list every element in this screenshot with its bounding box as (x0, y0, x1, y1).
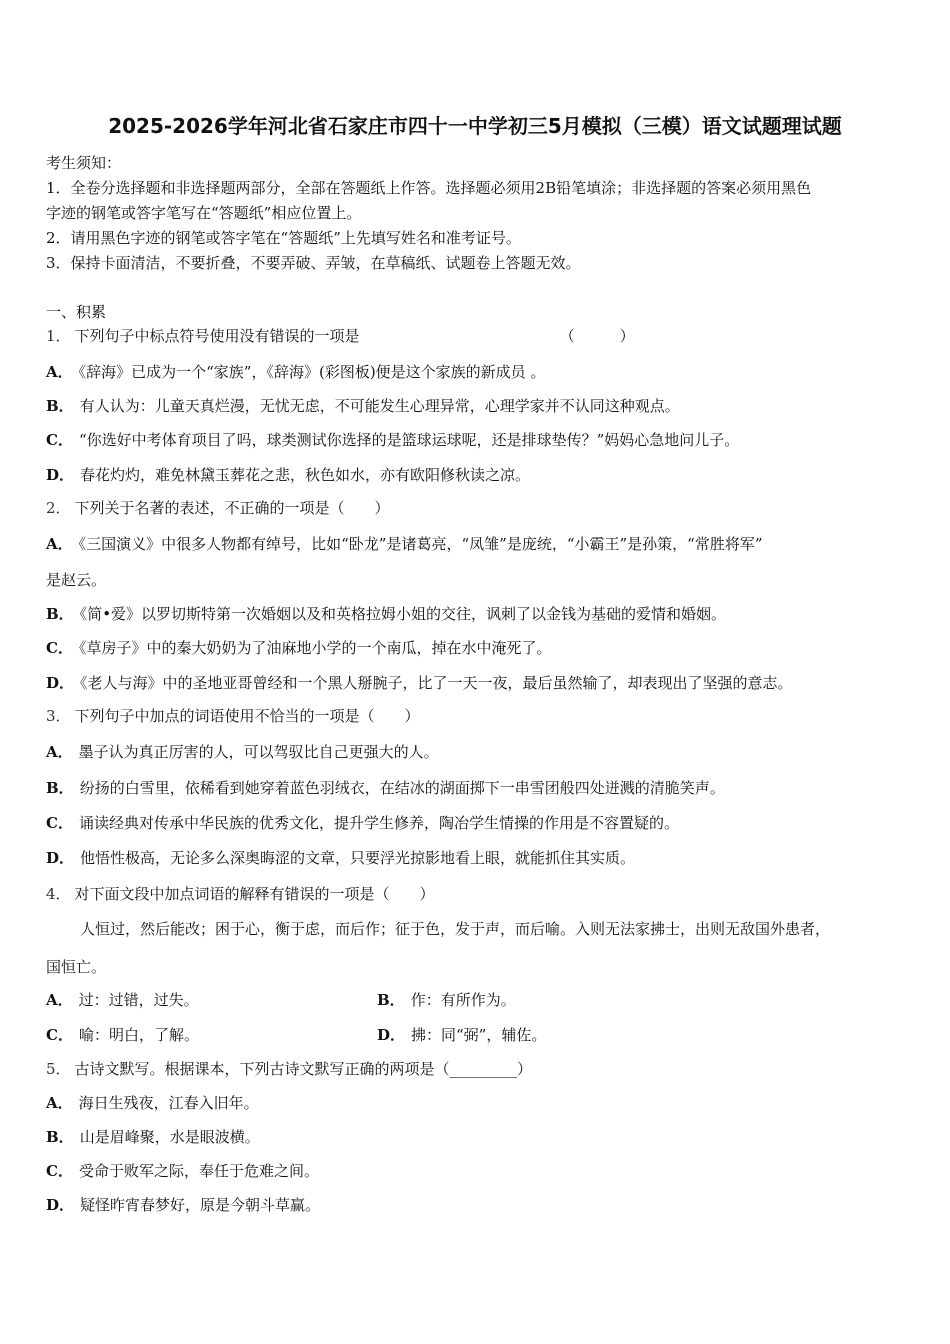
option-label: D． (46, 849, 75, 867)
option-label: B． (46, 605, 74, 623)
option-d (377, 1024, 546, 1046)
page-title: 2025-2026学年河北省石家庄市四十一中学初三5月模拟（三模）语文试题理试题 (108, 114, 842, 138)
question-number: 2． (46, 499, 71, 517)
option-b (46, 603, 726, 625)
option-label: D． (377, 1026, 406, 1044)
option-text: 过：过错，过失。 (78, 991, 199, 1009)
option-d (46, 847, 635, 869)
option-text: 海日生残夜，江春入旧年。 (78, 1094, 259, 1112)
option-b (46, 395, 680, 417)
option-c (46, 1160, 319, 1182)
option-c (46, 429, 739, 451)
option-text: 《辞海》已成为一个“家族”，《辞海》(彩图板)便是这个家族的新成员 。 (78, 363, 546, 381)
option-text: 拂：同“弼”，辅佐。 (411, 1026, 547, 1044)
question-number: 1． (46, 327, 71, 345)
question-stem: 下列句子中加点的词语使用不恰当的一项是（ ） (74, 707, 420, 725)
option-c (46, 812, 679, 834)
option-label: A． (46, 1094, 73, 1112)
option-label: B． (46, 397, 74, 415)
option-label: C． (46, 639, 73, 657)
option-label: A． (46, 743, 73, 761)
question-1 (46, 325, 635, 347)
question-4 (46, 883, 435, 905)
passage-continued: 国恒亡。 (46, 958, 107, 976)
option-text: 《草房子》中的秦大奶奶为了油麻地小学的一个南瓜，掉在水中淹死了。 (78, 639, 552, 657)
option-d (46, 1194, 320, 1216)
question-5 (46, 1058, 532, 1080)
option-text: 疑怪昨宵春梦好，原是今朝斗草赢。 (80, 1196, 321, 1214)
option-text: 喻：明白，了解。 (78, 1026, 199, 1044)
option-text: 作：有所作为。 (410, 991, 516, 1009)
passage: 人恒过，然后能改；困于心，衡于虑，而后作；征于色，发于声，而后喻。入则无法家拂士，出则无敌国外患者， (80, 920, 831, 938)
option-label: B． (377, 991, 405, 1009)
option-label: A． (46, 991, 73, 1009)
notice-item: 2．请用黑色字迹的钢笔或答字笔在“答题纸”上先填写姓名和准考证号。 (46, 229, 521, 247)
option-c (46, 637, 551, 659)
option-text: 受命于败军之际，奉任于危难之间。 (78, 1162, 319, 1180)
notice-item: 1．全卷分选择题和非选择题两部分，全部在答题纸上作答。选择题必须用2B铅笔填涂；非选择题的答案必须用黑色 (46, 179, 812, 197)
option-text: 他悟性极高，无论多么深奥晦涩的文章，只要浮光掠影地看上眼，就能抓住其实质。 (80, 849, 636, 867)
option-a (46, 1092, 259, 1114)
question-3 (46, 705, 420, 727)
option-b (46, 1126, 260, 1148)
section-heading: 一、积累 (46, 303, 107, 321)
question-stem: 对下面文段中加点词语的解释有错误的一项是（ ） (74, 885, 435, 903)
option-text: “你选好中考体育项目了吗，球类测试你选择的是篮球运球呢，还是排球垫传？”妈妈心急地问儿子。 (78, 431, 740, 449)
option-b (46, 777, 725, 799)
option-label: C． (46, 814, 73, 832)
option-label: C． (46, 1026, 73, 1044)
option-label: B． (46, 1128, 74, 1146)
option-text: 墨子认为真正厉害的人，可以驾驭比自己更强大的人。 (78, 743, 439, 761)
notice-heading: 考生须知： (46, 154, 122, 172)
option-a (46, 361, 545, 383)
option-c (46, 1024, 199, 1046)
option-a (46, 533, 763, 555)
option-a-continued: 是赵云。 (46, 571, 107, 589)
question-2 (46, 497, 390, 519)
question-stem: 下列句子中标点符号使用没有错误的一项是 (74, 327, 360, 345)
option-label: C． (46, 1162, 73, 1180)
option-b (377, 989, 516, 1011)
question-stem: 古诗文默写。根据课本，下列古诗文默写正确的两项是（_________） (74, 1060, 533, 1078)
notice-item: 3．保持卡面清洁，不要折叠，不要弄破、弄皱，在草稿纸、试题卷上答题无效。 (46, 254, 581, 272)
option-text: 《老人与海》中的圣地亚哥曾经和一个黑人掰腕子，比了一天一夜，最后虽然输了，却表现出了坚强的意志。 (80, 674, 793, 692)
question-number: 5． (46, 1060, 71, 1078)
option-d (46, 672, 793, 694)
option-label: A． (46, 363, 73, 381)
option-d (46, 464, 530, 486)
answer-paren: （ ） (559, 327, 635, 345)
question-number: 3． (46, 707, 71, 725)
option-text: 山是眉峰聚，水是眼波横。 (79, 1128, 260, 1146)
option-text: 诵读经典对传承中华民族的优秀文化，提升学生修养，陶冶学生情操的作用是不容置疑的。 (78, 814, 679, 832)
option-a (46, 741, 439, 763)
option-label: A． (46, 535, 73, 553)
option-text: 春花灼灼，难免林黛玉葬花之悲，秋色如水，亦有欧阳修秋读之凉。 (80, 466, 531, 484)
option-label: D． (46, 466, 75, 484)
option-text: 《简•爱》以罗切斯特第一次婚姻以及和英格拉姆小姐的交往，讽刺了以金钱为基础的爱情和婚姻。 (79, 605, 727, 623)
option-text: 有人认为：儿童天真烂漫，无忧无虑，不可能发生心理异常，心理学家并不认同这种观点。 (79, 397, 680, 415)
option-a (46, 989, 199, 1011)
notice-item: 字迹的钢笔或答字笔写在“答题纸”相应位置上。 (46, 204, 362, 222)
option-label: D． (46, 1196, 75, 1214)
option-label: D． (46, 674, 75, 692)
question-stem: 下列关于名著的表述，不正确的一项是（ ） (74, 499, 390, 517)
option-text: 纷扬的白雪里，依稀看到她穿着蓝色羽绒衣，在结冰的湖面掷下一串雪团般四处迸溅的清脆笑声。 (79, 779, 725, 797)
option-label: B． (46, 779, 74, 797)
question-number: 4． (46, 885, 71, 903)
option-label: C． (46, 431, 73, 449)
option-text: 《三国演义》中很多人物都有绰号，比如“卧龙”是诸葛亮，“凤雏”是庞统，“小霸王”是孙策，“常胜将军” (78, 535, 763, 553)
